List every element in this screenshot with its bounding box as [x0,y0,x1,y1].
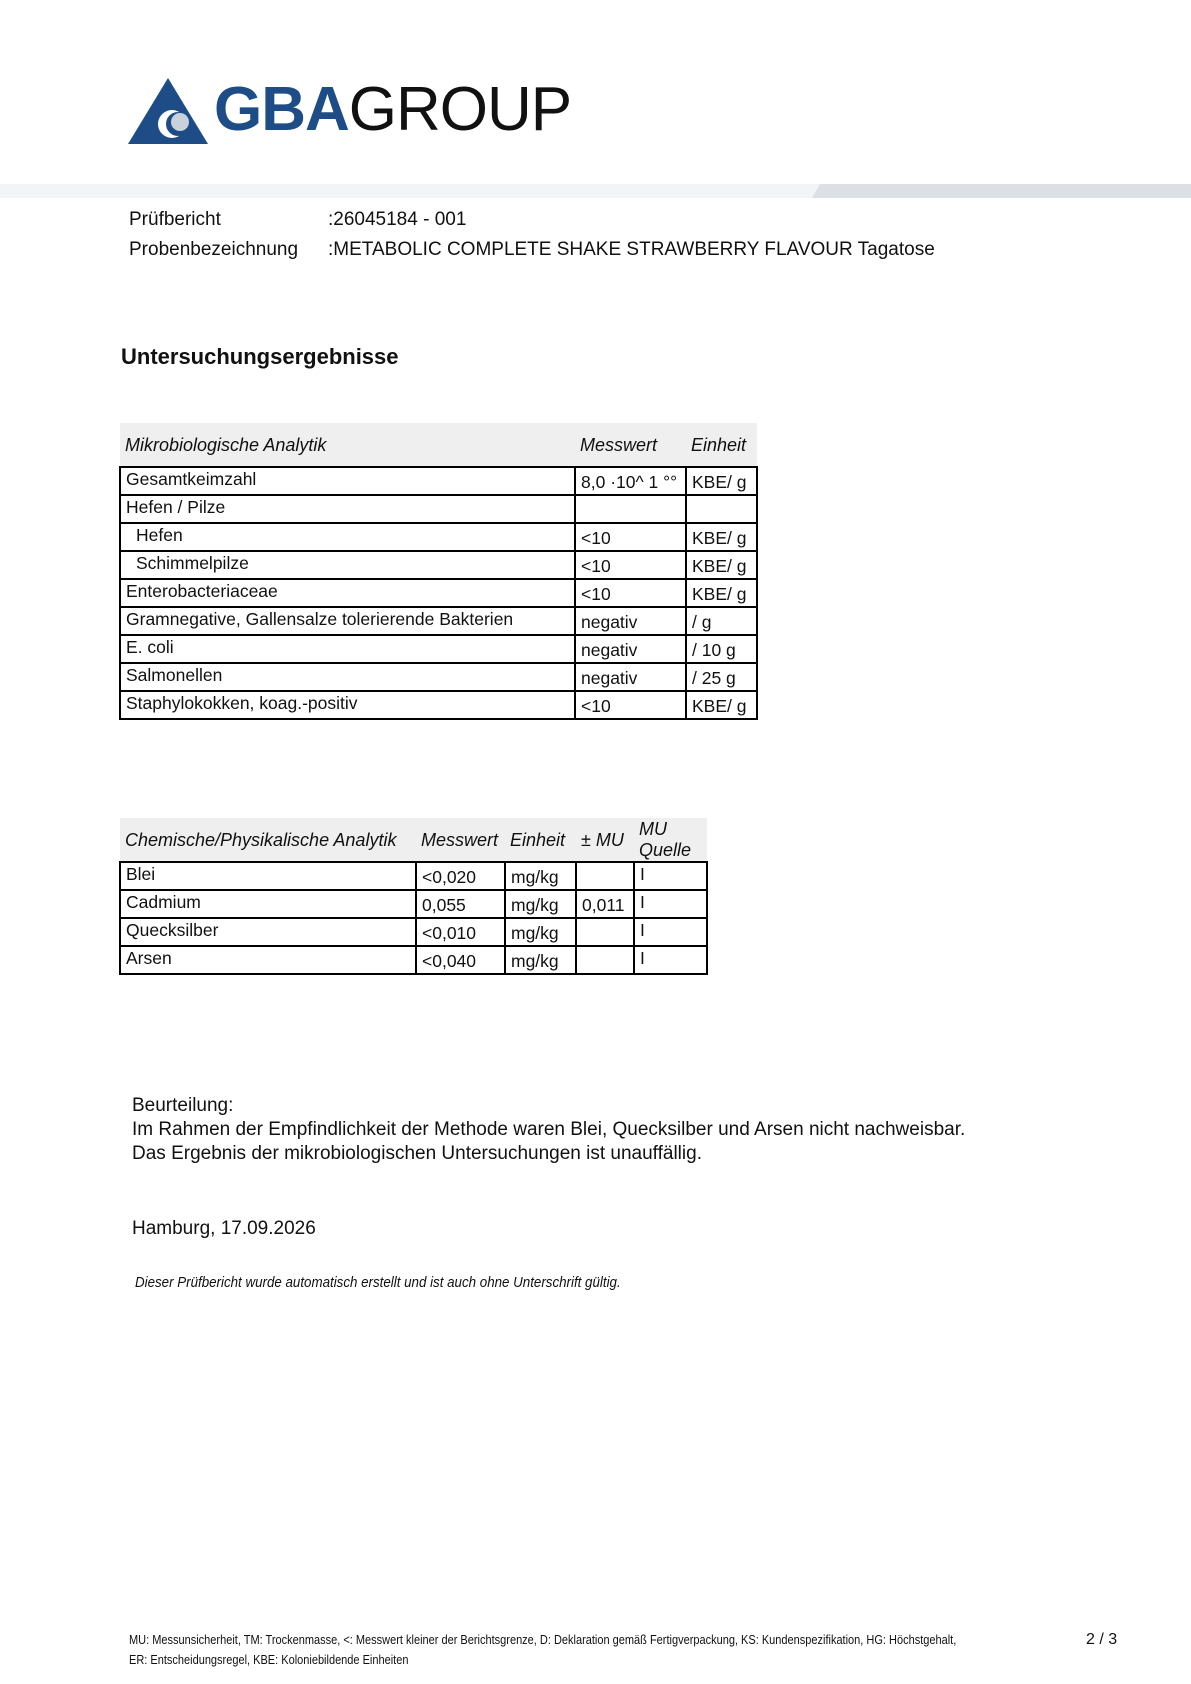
parameter-name: Hefen / Pilze [120,495,575,523]
sample-name-value: :METABOLIC COMPLETE SHAKE STRAWBERRY FLAVOUR Tagatose [328,239,935,260]
table-row [120,523,757,551]
parameter-name: Gesamtkeimzahl [120,467,575,495]
page-number: 2 / 3 [1086,1631,1118,1648]
table-row [120,918,707,946]
parameter-name: Salmonellen [120,663,575,691]
table-header-row [120,423,757,467]
logo-mark-icon [128,78,208,144]
place-date: Hamburg, 17.09.2026 [132,1218,316,1239]
table-row [120,551,757,579]
logo-wordmark: GBAGROUP [214,75,572,144]
header-value: Messwert [575,423,686,467]
sample-name-label: Probenbezeichnung [129,239,299,260]
assessment-line-2: Das Ergebnis der mikrobiologischen Untersuchungen ist unauffällig. [132,1143,702,1164]
table-row [120,607,757,635]
parameter-name: Staphylokokken, koag.-positiv [120,691,575,719]
table-row [120,890,707,918]
parameter-name: Schimmelpilze [120,551,575,579]
measured-value: negativ [575,663,686,691]
measured-value: negativ [575,635,686,663]
header-analysis: Mikrobiologische Analytik [120,423,575,467]
unit: KBE/ g [686,523,757,551]
table-row [120,635,757,663]
parameter-name: Quecksilber [120,918,416,946]
parameter-name: Blei [120,862,416,890]
header-value: Messwert [416,818,505,862]
section-title: Untersuchungsergebnisse [121,344,399,369]
footer-legend-line-2: ER: Entscheidungsregel, KBE: Koloniebildende Einheiten [129,1653,409,1667]
header-mu: ± MU [576,818,634,862]
parameter-name: Hefen [120,523,575,551]
measured-value: negativ [575,607,686,635]
measured-value [575,495,686,523]
chem-analysis-table [119,818,708,975]
report-number-label: Prüfbericht [129,209,221,230]
measured-value: <0,020 [416,862,505,890]
assessment-label: Beurteilung: [132,1095,234,1116]
parameter-name: Enterobacteriaceae [120,579,575,607]
mu-source: I [634,862,707,890]
unit: / 25 g [686,663,757,691]
measured-value: 0,055 [416,890,505,918]
assessment-line-1: Im Rahmen der Empfindlichkeit der Methode waren Blei, Quecksilber und Arsen nicht nachweisbar. [132,1119,966,1140]
measured-value: <10 [575,551,686,579]
unit: KBE/ g [686,551,757,579]
table-row [120,862,707,890]
measured-value: <10 [575,523,686,551]
table-row [120,691,757,719]
header-band [0,184,1191,198]
unit: KBE/ g [686,467,757,495]
parameter-name: Cadmium [120,890,416,918]
measured-value: <10 [575,691,686,719]
footer-legend-line-1: MU: Messunsicherheit, TM: Trockenmasse, <: Messwert kleiner der Berichtsgrenze, D: Deklaration gemäß Fertigverpackung, KS: Kundenspezifikation, HG: Höchstgehalt, [129,1633,957,1647]
unit: KBE/ g [686,691,757,719]
header-analysis: Chemische/Physikalische Analytik [120,818,416,862]
unit: mg/kg [505,862,576,890]
unit: mg/kg [505,946,576,974]
table-row [120,946,707,974]
mu-source: I [634,918,707,946]
measured-value: <10 [575,579,686,607]
header-mu-source-line1: MU [639,818,667,839]
parameter-name: Gramnegative, Gallensalze tolerierende Bakterien [120,607,575,635]
mu-value: 0,011 [576,890,634,918]
unit: / 10 g [686,635,757,663]
mu-value [576,918,634,946]
measured-value: 8,0 ·10^ 1 °° [575,467,686,495]
report-number-value: :26045184 - 001 [328,209,467,230]
table-row [120,579,757,607]
table-header-row [120,818,707,862]
company-logo [128,74,572,146]
micro-analysis-table [119,423,758,720]
parameter-name: E. coli [120,635,575,663]
header-unit: Einheit [505,818,576,862]
unit: KBE/ g [686,579,757,607]
mu-value [576,946,634,974]
table-row [120,495,757,523]
table-row [120,663,757,691]
validity-note: Dieser Prüfbericht wurde automatisch erstellt und ist auch ohne Unterschrift gültig. [135,1275,621,1291]
header-unit: Einheit [686,423,757,467]
mu-source: I [634,946,707,974]
measured-value: <0,010 [416,918,505,946]
table-row [120,467,757,495]
parameter-name: Arsen [120,946,416,974]
mu-source: I [634,890,707,918]
header-mu-source [634,818,707,862]
unit: mg/kg [505,918,576,946]
mu-value [576,862,634,890]
unit [686,495,757,523]
header-mu-source-line2: Quelle [639,839,692,860]
unit: mg/kg [505,890,576,918]
unit: / g [686,607,757,635]
measured-value: <0,040 [416,946,505,974]
